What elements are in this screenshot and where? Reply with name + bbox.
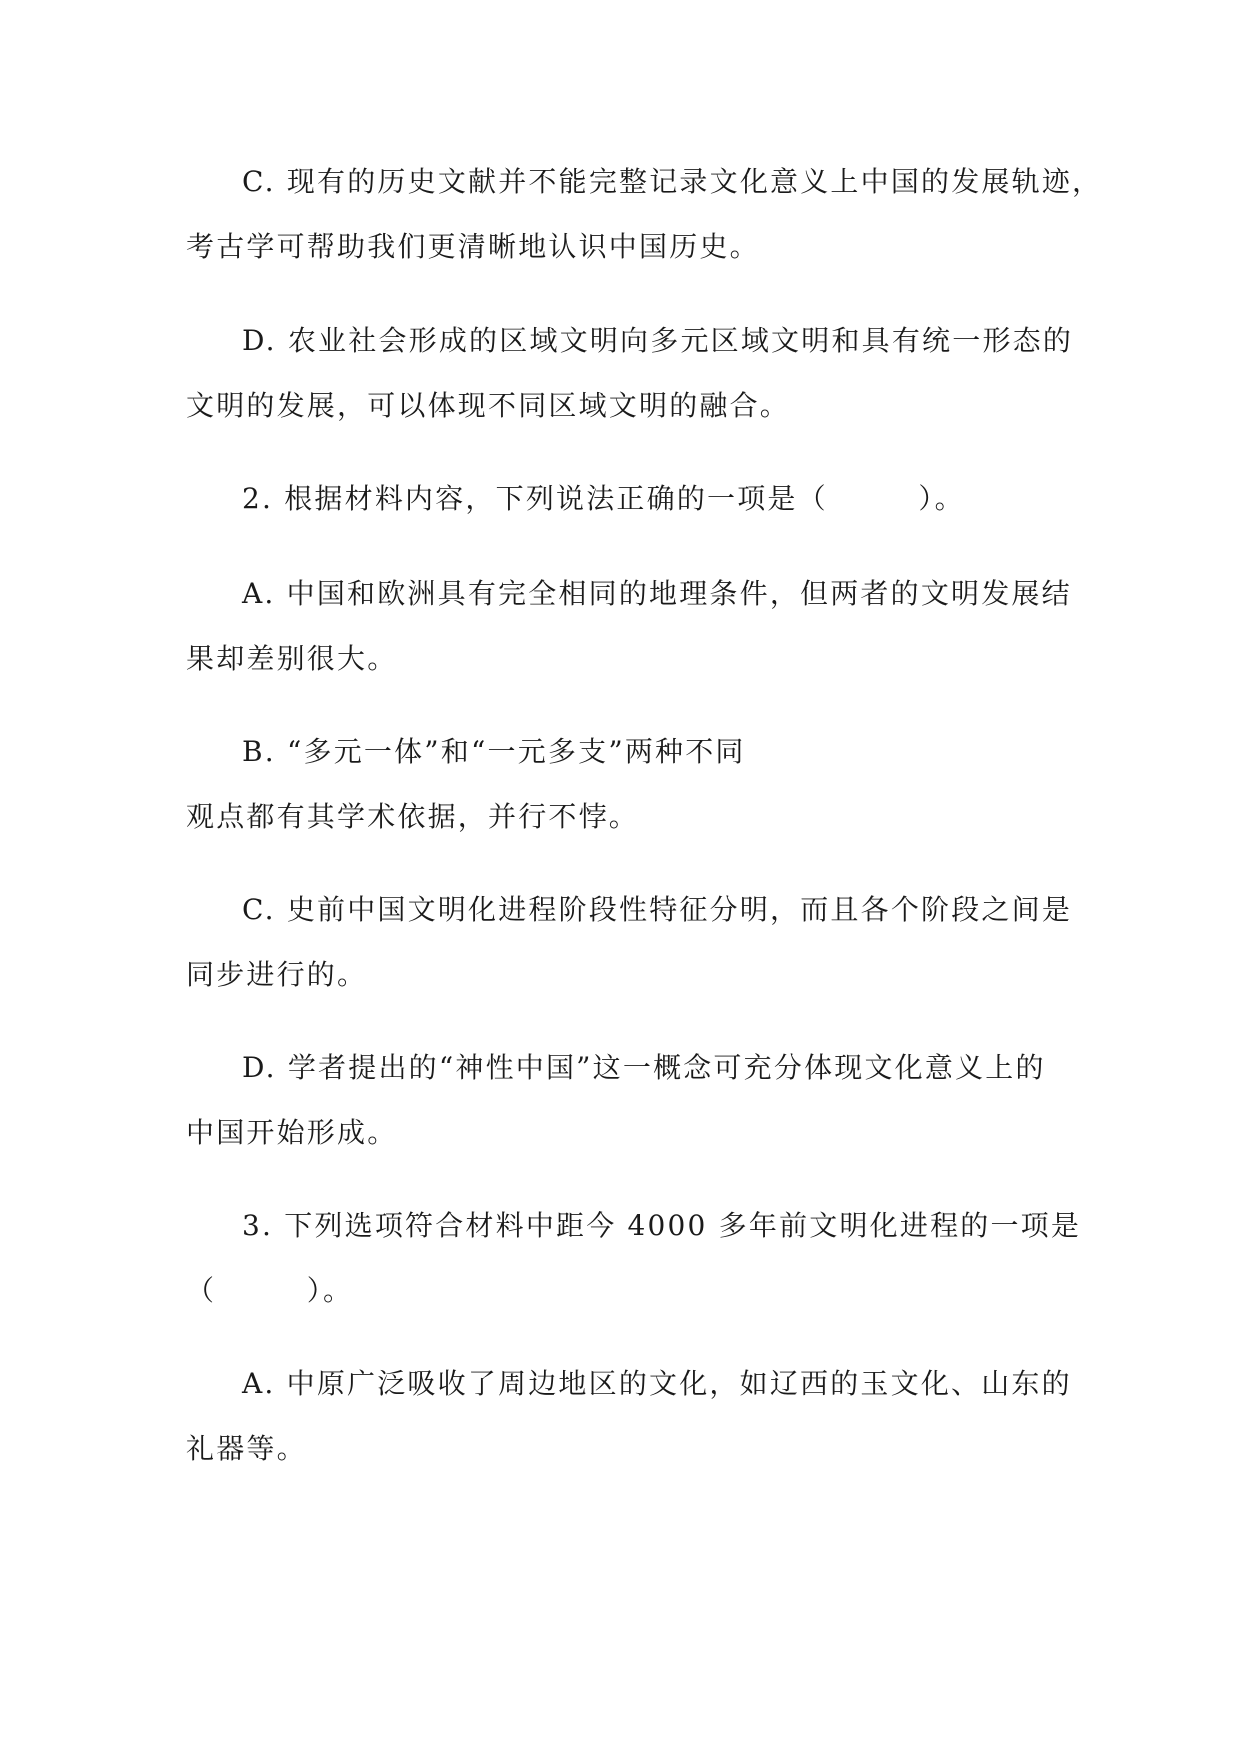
- question-3-line-1: 3. 下列选项符合材料中距今 4000 多年前文明化进程的一项是: [242, 1209, 1082, 1242]
- q2-option-a-line-1: A. 中国和欧洲具有完全相同的地理条件，但两者的文明发展结: [242, 577, 1072, 610]
- q2-option-c-line-2: 同步进行的。: [186, 958, 368, 991]
- option-d-line-1: D. 农业社会形成的区域文明向多元区域文明和具有统一形态的: [242, 324, 1074, 357]
- q2-option-d-line-1: D. 学者提出的“神性中国”这一概念可充分体现文化意义上的: [242, 1051, 1046, 1084]
- q2-option-d-line-2: 中国开始形成。: [186, 1116, 398, 1149]
- q3-option-a-line-1: A. 中原广泛吸收了周边地区的文化，如辽西的玉文化、山东的: [242, 1367, 1072, 1400]
- q2-option-a-line-2: 果却差别很大。: [186, 642, 398, 675]
- q2-option-c-line-1: C. 史前中国文明化进程阶段性特征分明，而且各个阶段之间是: [242, 893, 1073, 926]
- question-3-line-2: （ ）。: [186, 1274, 354, 1307]
- q2-option-b-line-2: 观点都有其学术依据，并行不悖。: [186, 800, 640, 833]
- question-2: 2. 根据材料内容，下列说法正确的一项是（ ）。: [242, 482, 965, 515]
- q3-option-a-line-2: 礼器等。: [186, 1432, 307, 1465]
- option-c-line-2: 考古学可帮助我们更清晰地认识中国历史。: [186, 230, 760, 263]
- q2-option-b-line-1: B. “多元一体”和“一元多支”两种不同: [242, 735, 746, 768]
- option-c-line-1: C. 现有的历史文献并不能完整记录文化意义上中国的发展轨迹，: [242, 165, 1103, 198]
- option-d-line-2: 文明的发展，可以体现不同区域文明的融合。: [186, 389, 791, 422]
